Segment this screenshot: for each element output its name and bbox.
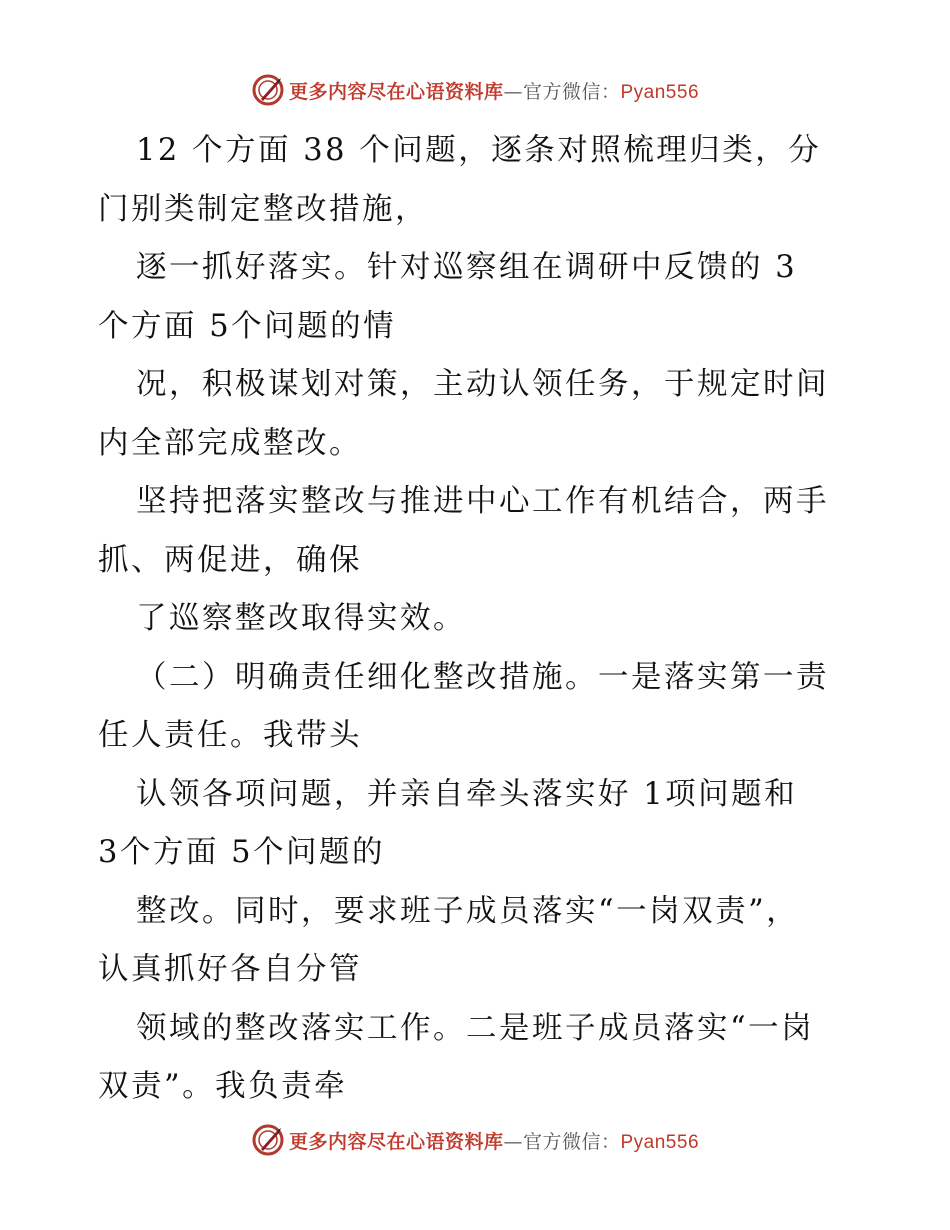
body-line: 个方面 5个问题的情 [98, 308, 397, 344]
footer-text [289, 1127, 699, 1154]
header-brand: 更多内容尽在心语资料库 [288, 80, 504, 103]
header-banner [0, 70, 950, 110]
footer-dash: — [503, 1130, 523, 1153]
header-wechat-id: Pyan556 [620, 81, 700, 103]
body-line: 整改。同时，要求班子成员落实“一岗双责”， [136, 893, 800, 929]
logo-icon [251, 73, 285, 107]
document-body [98, 122, 858, 1117]
body-line: 坚持把落实整改与推进中心工作有机结合，两手 [136, 484, 829, 519]
body-line: 认领各项问题，并亲自牵头落实好 1项问题和 [136, 776, 798, 812]
body-line: 3个方面 5个问题的 [98, 835, 386, 870]
body-line: 认真抓好各自分管 [98, 952, 362, 987]
logo-icon [251, 1123, 285, 1157]
footer-banner [0, 1120, 950, 1160]
header-dash: — [503, 80, 523, 103]
body-line: 抓、两促进，确保 [98, 542, 362, 578]
body-line: 了巡察整改取得实效。 [136, 601, 466, 636]
body-line: 况，积极谋划对策，主动认领任务，于规定时间 [136, 367, 829, 402]
body-line: 内全部完成整改。 [98, 425, 362, 461]
body-line: 双责”。我负责牵 [98, 1069, 348, 1104]
header-wechat-label: 官方微信： [522, 80, 621, 103]
body-line: 12 个方面 38 个问题，逐条对照梳理归类，分 [136, 133, 822, 168]
header-text [289, 77, 699, 104]
body-line: 门别类制定整改措施， [98, 191, 428, 227]
footer-brand: 更多内容尽在心语资料库 [288, 1130, 504, 1153]
footer-wechat-id: Pyan556 [620, 1131, 700, 1153]
body-line: （二）明确责任细化整改措施。一是落实第一责 [136, 659, 829, 695]
body-line: 领域的整改落实工作。二是班子成员落实“一岗 [136, 1010, 815, 1046]
body-line: 逐一抓好落实。针对巡察组在调研中反馈的 3 [136, 250, 798, 285]
footer-wechat-label: 官方微信： [522, 1130, 621, 1153]
body-line: 任人责任。我带头 [98, 718, 362, 753]
